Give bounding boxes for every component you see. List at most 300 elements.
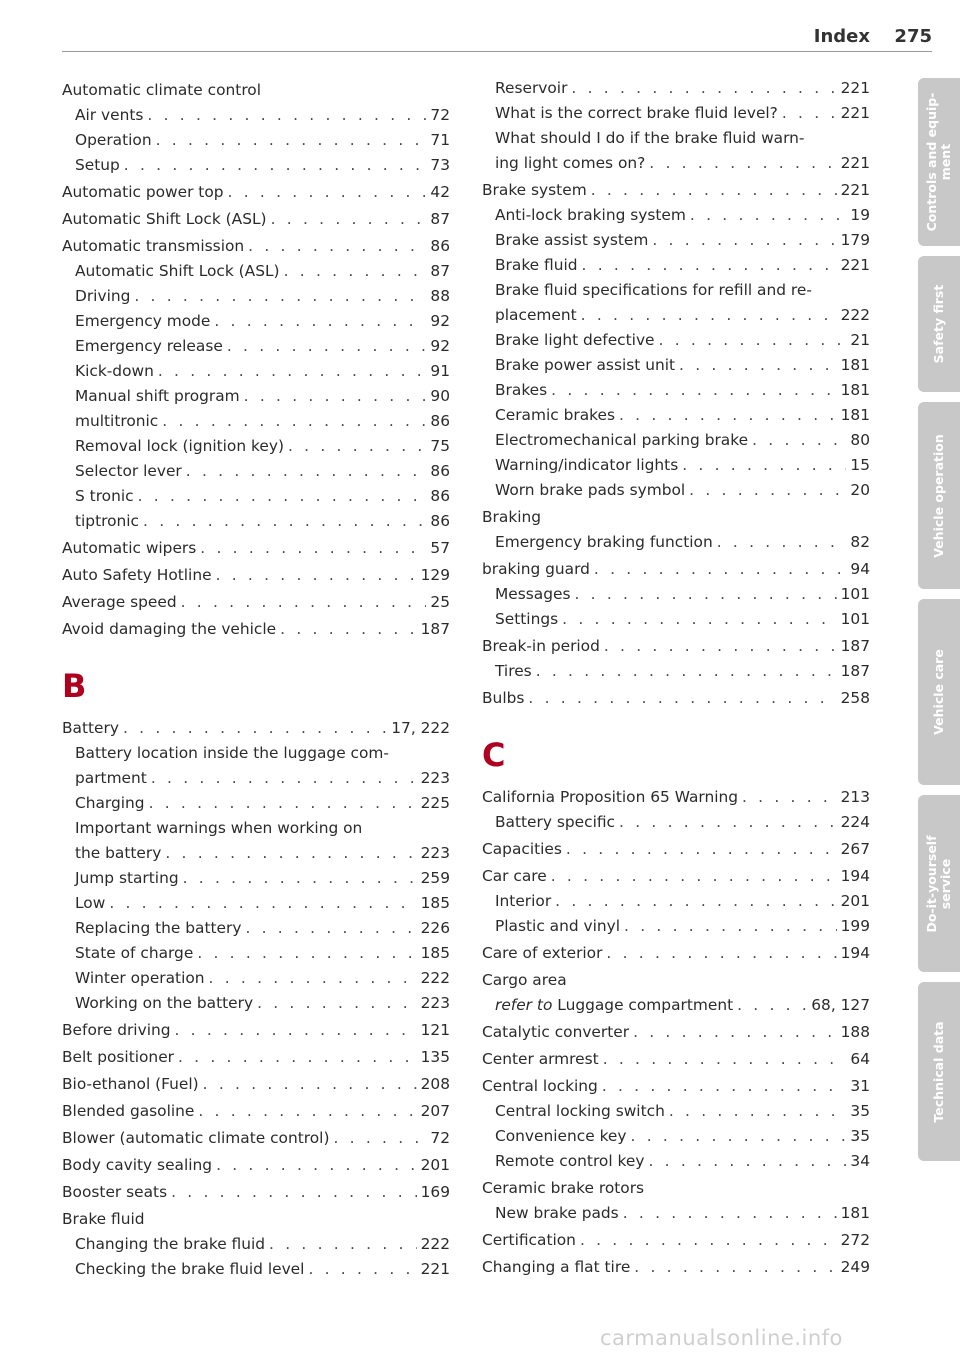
- dot-leader: [603, 1047, 847, 1072]
- entry-page-number[interactable]: 221: [840, 104, 870, 122]
- dot-leader: [209, 966, 417, 991]
- entry-page-number[interactable]: 208: [420, 1075, 450, 1093]
- index-heading: Automatic climate control: [62, 81, 262, 99]
- dot-leader: [652, 228, 836, 253]
- entry-page-number[interactable]: 188: [840, 1023, 870, 1041]
- index-entry[interactable]: [482, 634, 870, 659]
- dot-leader: [633, 1020, 837, 1045]
- dot-leader: [245, 916, 416, 941]
- entry-page-number[interactable]: 21: [850, 331, 870, 349]
- index-subentry[interactable]: [482, 303, 870, 328]
- index-subentry[interactable]: [62, 1232, 450, 1257]
- dot-leader: [156, 128, 427, 153]
- index-subentry[interactable]: [62, 459, 450, 484]
- entry-label: Reservoir: [495, 79, 568, 97]
- dot-leader: [690, 203, 847, 228]
- index-subentry[interactable]: [482, 810, 870, 835]
- entry-page-number[interactable]: 64: [850, 1050, 870, 1068]
- dot-leader: [566, 837, 837, 862]
- entry-label: Avoid damaging the vehicle: [62, 620, 277, 638]
- dot-leader: [151, 766, 417, 791]
- index-subentry[interactable]: [482, 1124, 870, 1149]
- dot-leader: [165, 841, 416, 866]
- section-letter: C: [482, 736, 506, 774]
- entry-label: Emergency mode: [75, 312, 211, 330]
- dot-leader: [216, 563, 417, 588]
- dot-leader: [551, 378, 836, 403]
- entry-label: S tronic: [75, 487, 134, 505]
- entry-page-number[interactable]: 42: [430, 183, 450, 201]
- index-subentry[interactable]: [482, 478, 870, 503]
- entry-page-number[interactable]: 201: [420, 1156, 450, 1174]
- dot-leader: [659, 328, 847, 353]
- dot-leader: [183, 866, 417, 891]
- entry-page-number[interactable]: 87: [430, 262, 450, 280]
- index-subentry[interactable]: [482, 353, 870, 378]
- index-subentry[interactable]: [62, 766, 450, 791]
- index-entry[interactable]: [62, 590, 450, 615]
- dot-leader: [782, 101, 837, 126]
- index-subentry[interactable]: [482, 428, 870, 453]
- entry-page-number[interactable]: 185: [420, 894, 450, 912]
- dot-leader: [228, 180, 427, 205]
- dot-leader: [602, 1074, 847, 1099]
- entry-page-number[interactable]: 19: [850, 206, 870, 224]
- entry-label: Checking the brake fluid level: [75, 1260, 305, 1278]
- index-subentry[interactable]: [62, 966, 450, 991]
- entry-label: Certification: [482, 1231, 576, 1249]
- index-entry[interactable]: [62, 1153, 450, 1178]
- index-subentry[interactable]: [62, 153, 450, 178]
- entry-page-number[interactable]: 82: [850, 533, 870, 551]
- entry-page-number[interactable]: 201: [840, 892, 870, 910]
- entry-label: Convenience key: [495, 1127, 627, 1145]
- entry-label: Brake fluid: [495, 256, 578, 274]
- index-subentry[interactable]: [482, 76, 870, 101]
- entry-page-number[interactable]: 86: [430, 462, 450, 480]
- entry-label: What is the correct brake fluid level?: [495, 104, 778, 122]
- entry-page-number[interactable]: 121: [420, 1021, 450, 1039]
- entry-label: Working on the battery: [75, 994, 254, 1012]
- index-entry[interactable]: [62, 1018, 450, 1043]
- entry-page-number[interactable]: 86: [430, 487, 450, 505]
- dot-leader: [175, 1018, 417, 1043]
- index-subentry[interactable]: [482, 228, 870, 253]
- entry-label: Car care: [482, 867, 547, 885]
- section-tab-label: Technical data: [931, 1020, 946, 1123]
- index-subentry[interactable]: [62, 941, 450, 966]
- entry-page-number[interactable]: 90: [430, 387, 450, 405]
- index-subentry[interactable]: [62, 434, 450, 459]
- index-entry[interactable]: [482, 785, 870, 810]
- entry-label: Automatic wipers: [62, 539, 197, 557]
- index-entry[interactable]: [62, 563, 450, 588]
- entry-page-number[interactable]: 31: [850, 1077, 870, 1095]
- index-entry[interactable]: [482, 557, 870, 582]
- section-tab[interactable]: [918, 982, 960, 1161]
- dot-leader: [562, 607, 836, 632]
- entry-label: Belt positioner: [62, 1048, 174, 1066]
- entry-label: braking guard: [482, 560, 590, 578]
- section-tab[interactable]: [918, 599, 960, 785]
- index-entry[interactable]: [62, 1072, 450, 1097]
- index-heading: Braking: [482, 508, 542, 526]
- section-tab[interactable]: [918, 795, 960, 972]
- entry-label: Bulbs: [482, 689, 525, 707]
- entry-page-number[interactable]: 222: [840, 306, 870, 324]
- index-entry[interactable]: [62, 234, 450, 259]
- index-subentry[interactable]: [482, 453, 870, 478]
- dot-leader: [198, 1099, 416, 1124]
- page-header-title: Index: [813, 26, 870, 47]
- index-entry[interactable]: [62, 1045, 450, 1070]
- entry-page-number[interactable]: 199: [840, 917, 870, 935]
- dot-leader: [178, 1045, 417, 1070]
- dot-leader: [737, 993, 807, 1018]
- entry-label: Battery specific: [495, 813, 616, 831]
- entry-page-number[interactable]: 35: [850, 1102, 870, 1120]
- entry-page-number[interactable]: 181: [840, 356, 870, 374]
- entry-page-number[interactable]: 80: [850, 431, 870, 449]
- index-entry[interactable]: [482, 1020, 870, 1045]
- entry-page-number[interactable]: 223: [420, 769, 450, 787]
- entry-label: Remote control key: [495, 1152, 645, 1170]
- index-subentry[interactable]: [62, 384, 450, 409]
- dot-leader: [269, 1232, 417, 1257]
- dot-leader: [581, 303, 837, 328]
- index-subentry[interactable]: [482, 1099, 870, 1124]
- section-letter: B: [62, 667, 87, 705]
- index-subentry[interactable]: [482, 403, 870, 428]
- index-subentry[interactable]: [62, 409, 450, 434]
- entry-label: Interior: [495, 892, 552, 910]
- dot-leader: [200, 536, 426, 561]
- entry-page-number[interactable]: 101: [840, 585, 870, 603]
- entry-page-number[interactable]: 225: [420, 794, 450, 812]
- index-subentry[interactable]: [482, 993, 870, 1018]
- index-subentry[interactable]: [62, 484, 450, 509]
- entry-label-text: Luggage compartment: [557, 996, 734, 1014]
- index-subentry[interactable]: [62, 359, 450, 384]
- entry-page-number[interactable]: 92: [430, 312, 450, 330]
- dot-leader: [333, 1126, 426, 1151]
- index-subentry[interactable]: [482, 253, 870, 278]
- entry-page-number[interactable]: 222: [420, 969, 450, 987]
- entry-page-number[interactable]: 194: [840, 944, 870, 962]
- index-subentry[interactable]: [62, 509, 450, 534]
- entry-label: California Proposition 65 Warning: [482, 788, 738, 806]
- entry-page-number[interactable]: 68, 127: [811, 996, 870, 1014]
- entry-label: Central locking switch: [495, 1102, 665, 1120]
- index-subentry[interactable]: [482, 530, 870, 555]
- index-entry[interactable]: [482, 1255, 870, 1280]
- index-entry[interactable]: [482, 864, 870, 889]
- entry-page-number[interactable]: 72: [430, 106, 450, 124]
- watermark-text: carmanualsonline.info: [600, 1326, 843, 1350]
- dot-leader: [574, 582, 836, 607]
- dot-leader: [203, 1072, 417, 1097]
- section-tab-label: Safety first: [931, 284, 946, 364]
- entry-page-number[interactable]: 87: [430, 210, 450, 228]
- dot-leader: [134, 284, 426, 309]
- index-entry[interactable]: [62, 617, 450, 642]
- entry-page-number[interactable]: 101: [840, 610, 870, 628]
- index-subentry[interactable]: [62, 334, 450, 359]
- entry-page-number[interactable]: 185: [420, 944, 450, 962]
- index-entry[interactable]: [482, 1228, 870, 1253]
- entry-label: State of charge: [75, 944, 194, 962]
- index-subentry-text: Important warnings when working on: [75, 819, 363, 837]
- index-subentry[interactable]: [482, 101, 870, 126]
- header-divider: [62, 51, 932, 52]
- entry-label: Automatic transmission: [62, 237, 245, 255]
- entry-label: Automatic power top: [62, 183, 224, 201]
- entry-page-number[interactable]: 71: [430, 131, 450, 149]
- entry-label: Selector lever: [75, 462, 182, 480]
- entry-page-number[interactable]: 86: [430, 237, 450, 255]
- entry-page-number[interactable]: 86: [430, 412, 450, 430]
- dot-leader: [679, 353, 837, 378]
- dot-leader: [591, 178, 837, 203]
- dot-leader: [689, 478, 846, 503]
- index-subentry[interactable]: [62, 891, 450, 916]
- index-subentry[interactable]: [62, 791, 450, 816]
- entry-page-number[interactable]: 221: [840, 79, 870, 97]
- entry-label: Warning/indicator lights: [495, 456, 679, 474]
- index-subentry[interactable]: [62, 259, 450, 284]
- index-subentry[interactable]: [62, 128, 450, 153]
- entry-page-number[interactable]: 86: [430, 512, 450, 530]
- entry-page-number[interactable]: 222: [420, 1235, 450, 1253]
- page-number: 275: [894, 26, 932, 47]
- index-entry[interactable]: [62, 180, 450, 205]
- entry-page-number[interactable]: 267: [840, 840, 870, 858]
- dot-leader: [536, 659, 837, 684]
- index-subentry[interactable]: [482, 328, 870, 353]
- entry-label: Brakes: [495, 381, 548, 399]
- dot-leader: [571, 76, 836, 101]
- entry-page-number[interactable]: 187: [840, 662, 870, 680]
- dot-leader: [669, 1099, 847, 1124]
- dot-leader: [257, 991, 417, 1016]
- index-entry[interactable]: [62, 1126, 450, 1151]
- index-entry[interactable]: [482, 941, 870, 966]
- entry-page-number[interactable]: 15: [850, 456, 870, 474]
- index-subentry[interactable]: [482, 582, 870, 607]
- index-entry[interactable]: [482, 837, 870, 862]
- entry-label: Average speed: [62, 593, 177, 611]
- entry-label: Messages: [495, 585, 571, 603]
- entry-label: Changing the brake fluid: [75, 1235, 266, 1253]
- index-subentry[interactable]: [62, 309, 450, 334]
- index-entry[interactable]: [482, 686, 870, 711]
- dot-leader: [147, 103, 426, 128]
- entry-label: Setup: [75, 156, 120, 174]
- index-subentry-text: Battery location inside the luggage com-: [75, 744, 389, 762]
- entry-label: Auto Safety Hotline: [62, 566, 212, 584]
- entry-page-number[interactable]: 223: [420, 994, 450, 1012]
- index-entry[interactable]: [62, 536, 450, 561]
- entry-label: Bio-ethanol (Fuel): [62, 1075, 199, 1093]
- dot-leader: [244, 384, 427, 409]
- entry-page-number[interactable]: 187: [420, 620, 450, 638]
- entry-label: Settings: [495, 610, 559, 628]
- index-subentry[interactable]: [482, 889, 870, 914]
- entry-page-number[interactable]: 221: [840, 181, 870, 199]
- dot-leader: [619, 810, 837, 835]
- index-subentry[interactable]: [62, 103, 450, 128]
- index-subentry[interactable]: [482, 607, 870, 632]
- entry-label: Replacing the battery: [75, 919, 242, 937]
- index-subentry[interactable]: [482, 659, 870, 684]
- entry-page-number[interactable]: 224: [840, 813, 870, 831]
- section-tab[interactable]: [918, 402, 960, 589]
- dot-leader: [109, 891, 416, 916]
- entry-label: Blended gasoline: [62, 1102, 195, 1120]
- dot-leader: [216, 1153, 417, 1178]
- refer-to-text: refer to: [495, 996, 553, 1014]
- entry-label: Changing a flat tire: [482, 1258, 631, 1276]
- entry-page-number[interactable]: 181: [840, 381, 870, 399]
- entry-page-number[interactable]: 221: [840, 154, 870, 172]
- section-tab[interactable]: [918, 256, 960, 392]
- index-entry[interactable]: [482, 178, 870, 203]
- entry-label: Electromechanical parking brake: [495, 431, 749, 449]
- entry-page-number[interactable]: 91: [430, 362, 450, 380]
- entry-label: partment: [75, 769, 147, 787]
- entry-page-number[interactable]: 34: [850, 1152, 870, 1170]
- entry-label: Break-in period: [482, 637, 600, 655]
- dot-leader: [634, 1255, 836, 1280]
- dot-leader: [158, 359, 427, 384]
- dot-leader: [171, 1180, 417, 1205]
- entry-label: Booster seats: [62, 1183, 168, 1201]
- entry-page-number[interactable]: 169: [420, 1183, 450, 1201]
- section-tab-label: Vehicle care: [931, 649, 946, 735]
- index-subentry[interactable]: [62, 991, 450, 1016]
- entry-label: Body cavity sealing: [62, 1156, 213, 1174]
- dot-leader: [288, 434, 426, 459]
- entry-label: Operation: [75, 131, 152, 149]
- index-subentry[interactable]: [62, 1257, 450, 1282]
- entry-label: tiptronic: [75, 512, 140, 530]
- index-subentry[interactable]: [62, 916, 450, 941]
- index-subentry[interactable]: [482, 914, 870, 939]
- entry-label: Catalytic converter: [482, 1023, 630, 1041]
- dot-leader: [648, 1149, 846, 1174]
- entry-page-number[interactable]: 272: [840, 1231, 870, 1249]
- entry-label: Manual shift program: [75, 387, 240, 405]
- entry-label: the battery: [75, 844, 162, 862]
- entry-page-number[interactable]: 259: [420, 869, 450, 887]
- entry-label: placement: [495, 306, 577, 324]
- index-entry[interactable]: [62, 716, 450, 741]
- dot-leader: [186, 459, 427, 484]
- index-column-right: [482, 76, 870, 1280]
- dot-leader: [604, 634, 837, 659]
- dot-leader: [624, 914, 837, 939]
- dot-leader: [631, 1124, 847, 1149]
- index-subentry[interactable]: [482, 203, 870, 228]
- entry-page-number[interactable]: 75: [430, 437, 450, 455]
- index-entry[interactable]: [482, 1074, 870, 1099]
- entry-label: Worn brake pads symbol: [495, 481, 686, 499]
- entry-page-number[interactable]: 94: [850, 560, 870, 578]
- section-tab-label: Controls and equip- ment: [924, 92, 953, 232]
- entry-label: Automatic Shift Lock (ASL): [62, 210, 267, 228]
- entry-label: Plastic and vinyl: [495, 917, 621, 935]
- entry-page-number[interactable]: 35: [850, 1127, 870, 1145]
- entry-page-number[interactable]: 57: [430, 539, 450, 557]
- entry-page-number[interactable]: 92: [430, 337, 450, 355]
- dot-leader: [123, 716, 387, 741]
- dot-leader: [280, 617, 416, 642]
- dot-leader: [742, 785, 837, 810]
- entry-page-number[interactable]: 17, 222: [391, 719, 450, 737]
- index-subentry[interactable]: [482, 378, 870, 403]
- entry-page-number[interactable]: 129: [420, 566, 450, 584]
- entry-page-number[interactable]: 20: [850, 481, 870, 499]
- entry-label: Center armrest: [482, 1050, 599, 1068]
- entry-label: Winter operation: [75, 969, 205, 987]
- entry-label: ing light comes on?: [495, 154, 646, 172]
- entry-page-number[interactable]: 226: [420, 919, 450, 937]
- entry-page-number[interactable]: 194: [840, 867, 870, 885]
- entry-label: Charging: [75, 794, 145, 812]
- entry-page-number[interactable]: 25: [430, 593, 450, 611]
- section-tab[interactable]: [918, 78, 960, 246]
- entry-page-number[interactable]: 213: [840, 788, 870, 806]
- dot-leader: [248, 234, 426, 259]
- entry-page-number[interactable]: 187: [840, 637, 870, 655]
- entry-label: Brake power assist unit: [495, 356, 676, 374]
- index-entry[interactable]: [482, 1047, 870, 1072]
- index-entry[interactable]: [62, 1180, 450, 1205]
- entry-page-number[interactable]: 72: [430, 1129, 450, 1147]
- entry-label: Central locking: [482, 1077, 598, 1095]
- index-subentry[interactable]: [62, 284, 450, 309]
- index-subentry[interactable]: [482, 1201, 870, 1226]
- entry-page-number[interactable]: 258: [840, 689, 870, 707]
- entry-page-number[interactable]: 249: [840, 1258, 870, 1276]
- index-subentry[interactable]: [482, 151, 870, 176]
- entry-label: multitronic: [75, 412, 159, 430]
- entry-page-number[interactable]: 135: [420, 1048, 450, 1066]
- entry-page-number[interactable]: 181: [840, 406, 870, 424]
- entry-label: Tires: [495, 662, 532, 680]
- entry-page-number[interactable]: 223: [420, 844, 450, 862]
- index-subentry[interactable]: [62, 866, 450, 891]
- index-entry[interactable]: [62, 1099, 450, 1124]
- entry-label: Brake assist system: [495, 231, 649, 249]
- entry-page-number[interactable]: 73: [430, 156, 450, 174]
- entry-page-number[interactable]: 181: [840, 1204, 870, 1222]
- entry-label: Brake light defective: [495, 331, 655, 349]
- entry-page-number[interactable]: 221: [420, 1260, 450, 1278]
- index-subentry[interactable]: [62, 841, 450, 866]
- index-entry[interactable]: [62, 207, 450, 232]
- entry-label: Driving: [75, 287, 131, 305]
- dot-leader: [606, 941, 836, 966]
- entry-page-number[interactable]: 88: [430, 287, 450, 305]
- entry-page-number[interactable]: 207: [420, 1102, 450, 1120]
- entry-label: Kick-down: [75, 362, 154, 380]
- entry-label: Brake system: [482, 181, 587, 199]
- index-heading: Cargo area: [482, 971, 567, 989]
- index-subentry[interactable]: [482, 1149, 870, 1174]
- entry-page-number[interactable]: 179: [840, 231, 870, 249]
- entry-page-number[interactable]: 221: [840, 256, 870, 274]
